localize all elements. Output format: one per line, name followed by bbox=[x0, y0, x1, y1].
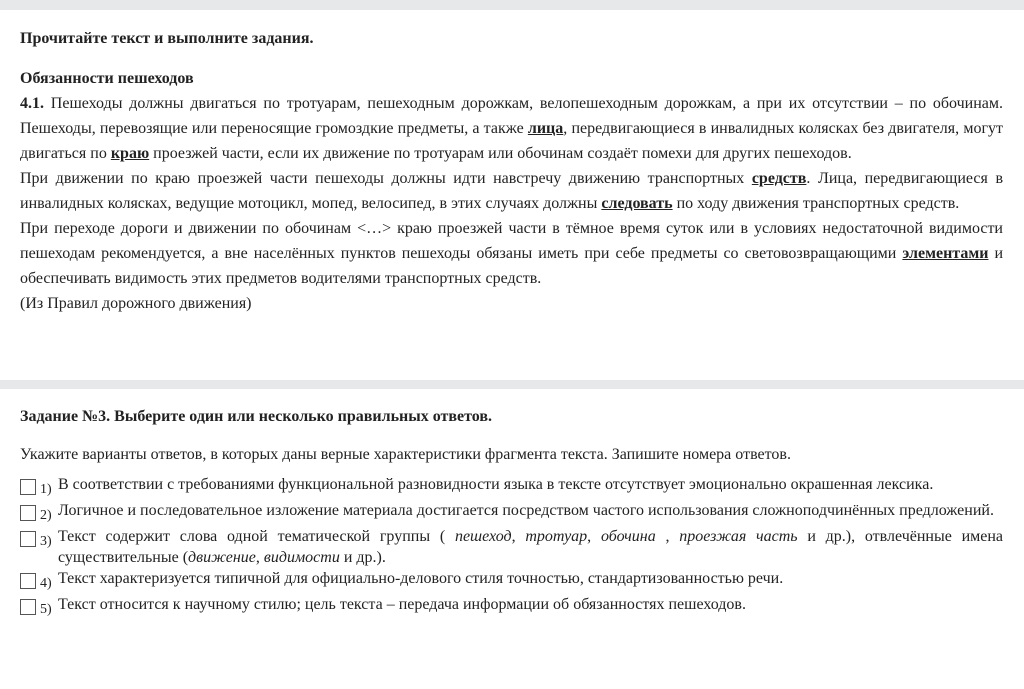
option-3-text bbox=[58, 526, 1003, 568]
word-sledovat: следовать bbox=[601, 195, 673, 212]
word-elementami: элементами bbox=[902, 245, 989, 262]
option-2-checkbox[interactable] bbox=[20, 505, 36, 521]
option-1-text: В соответствии с требованиями функциональной разновидности языка в тексте отсутствует эмоционально окрашенная лексика. bbox=[58, 476, 934, 493]
word-krayu: краю bbox=[110, 145, 150, 162]
option-3[interactable] bbox=[20, 526, 1003, 568]
word-sredstv: средств bbox=[751, 170, 807, 187]
option-4-text: Текст характеризуется типичной для официально-делового стиля точностью, стандартизованностью речи. bbox=[58, 570, 784, 587]
option-4[interactable] bbox=[20, 568, 1003, 594]
option-3-checkbox[interactable] bbox=[20, 531, 36, 547]
p3-part-a: При переходе дороги и движении по обочинам <…> краю проезжей части в тёмное время суток или в условиях недостаточной видимости пешеходам рекомендуется, а вне населённых пунктов пешеходы обязаны иметь при себе предметы со световозвращающими bbox=[20, 220, 1003, 262]
sep-2: , bbox=[587, 528, 601, 545]
option-5-checkbox[interactable] bbox=[20, 599, 36, 615]
task-card bbox=[0, 389, 1024, 689]
p2-part-c: по ходу движения транспортных средств. bbox=[672, 195, 960, 212]
sep-4: , bbox=[255, 549, 264, 566]
p1-part-b: , передвигающиеся в инвалидных колясках без двигателя, могут двигаться по bbox=[20, 120, 1003, 162]
option-2-text: Логичное и последовательное изложение материала достигается посредством частого использования сложноподчинённых предложений. bbox=[58, 502, 994, 519]
option-3-part-a: Текст содержит слова одной тематической группы ( bbox=[58, 528, 455, 545]
option-2-number: 2) bbox=[40, 508, 52, 523]
option-4-number: 4) bbox=[40, 576, 52, 591]
option-2[interactable] bbox=[20, 500, 1003, 526]
source: (Из Правил дорожного движения) bbox=[20, 295, 252, 312]
task-title: Задание №3. Выберите один или несколько правильных ответов. bbox=[20, 408, 493, 425]
p1-part-c: проезжей части, если их движение по тротуарам или обочинам создаёт помехи для других пешеходов. bbox=[149, 145, 852, 162]
word-peshehod: пешеход bbox=[454, 528, 512, 545]
paragraph-2 bbox=[20, 166, 1003, 216]
option-3-part-b: и др.), отвлечённые имена существительные ( bbox=[58, 528, 1004, 566]
text-title: Обязанности пешеходов bbox=[20, 70, 194, 87]
word-vidimosti: видимости bbox=[263, 549, 340, 566]
option-1-checkbox[interactable] bbox=[20, 479, 36, 495]
p3-part-b: и обеспечивать видимость этих предметов водителями транспортных средств. bbox=[20, 245, 1004, 287]
option-1[interactable] bbox=[20, 474, 1003, 500]
paragraph-1 bbox=[20, 91, 1003, 166]
word-obochina: обочина bbox=[600, 528, 656, 545]
option-3-part-c: и др.). bbox=[339, 549, 386, 566]
option-3-number: 3) bbox=[40, 534, 52, 549]
p2-part-b: . Лица, передвигающиеся в инвалидных колясках, ведущие мотоцикл, мопед, велосипед, в этих случаях должны bbox=[20, 170, 1003, 212]
options-list bbox=[20, 474, 1003, 620]
word-dvizhenie: движение bbox=[188, 549, 256, 566]
word-lica: лица bbox=[527, 120, 564, 137]
option-5[interactable] bbox=[20, 594, 1003, 620]
option-4-checkbox[interactable] bbox=[20, 573, 36, 589]
task-prompt: Укажите варианты ответов, в которых даны верные характеристики фрагмента текста. Запишите номера ответов. bbox=[20, 446, 791, 463]
option-5-number: 5) bbox=[40, 602, 52, 617]
sep-1: , bbox=[511, 528, 526, 545]
paragraph-3 bbox=[20, 216, 1003, 291]
text-card bbox=[0, 10, 1024, 380]
word-trotuar: тротуар bbox=[525, 528, 588, 545]
paragraph-number: 4.1. bbox=[20, 95, 44, 112]
option-5-text: Текст относится к научному стилю; цель текста – передача информации об обязанностях пешеходов. bbox=[58, 596, 746, 613]
word-proezzhaya-chast: проезжая часть bbox=[679, 528, 798, 545]
option-1-number: 1) bbox=[40, 482, 52, 497]
p1-part-a: Пешеходы должны двигаться по тротуарам, пешеходным дорожкам, велопешеходным дорожкам, а при их отсутствии – по обочинам. Пешеходы, перевозящие или переносящие громоздкие предметы, а также bbox=[20, 95, 1004, 137]
instruction: Прочитайте текст и выполните задания. bbox=[20, 30, 314, 47]
p2-part-a: При движении по краю проезжей части пешеходы должны идти навстречу движению транспортных bbox=[20, 170, 752, 187]
sep-3: , bbox=[655, 528, 680, 545]
